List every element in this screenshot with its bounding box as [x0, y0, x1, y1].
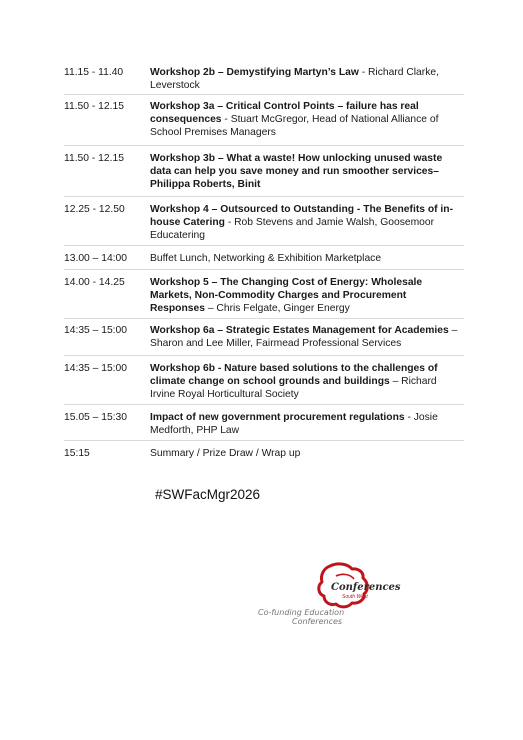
- logo-mark-icon: [252, 560, 401, 626]
- divider: [64, 245, 464, 246]
- schedule-time: 15:15: [64, 448, 90, 459]
- session-speaker: - Stuart McGregor, Head of National Alliance of School Premises Managers: [150, 114, 439, 139]
- schedule-description: [150, 447, 464, 460]
- event-hashtag: #SWFacMgr2026: [155, 487, 261, 502]
- divider: [64, 355, 464, 356]
- session-speaker: - Richard Clarke, Leverstock: [150, 67, 439, 92]
- session-speaker: – Chris Felgate, Ginger Energy: [204, 303, 350, 315]
- schedule-description: [150, 362, 464, 402]
- session-title: Workshop 6b - Nature based solutions to the challenges of climate change on school grounds and buildings: [150, 363, 438, 388]
- session-subtitle: – What a waste! How unlocking unused waste data can help you save money and run smoother services– Philippa Roberts, Binit: [150, 153, 443, 191]
- session-label: Summary / Prize Draw / Wrap up: [150, 448, 301, 459]
- logo-name: Conferences: [331, 582, 401, 593]
- conferences-logo: [252, 560, 401, 626]
- session-label: Buffet Lunch, Networking & Exhibition Marketplace: [150, 253, 382, 264]
- session-title: Workshop 5 – The Changing Cost of Energy: Wholesale Markets, Non-Commodity Charges and Procurement Responses: [150, 277, 423, 315]
- session-title: Workshop 4 – Outsourced to Outstanding - The Benefits of in-house Catering: [150, 204, 454, 229]
- schedule-time: 11.50 - 12.15: [64, 153, 124, 164]
- schedule-time: 15.05 – 15:30: [64, 412, 127, 423]
- divider: [64, 318, 464, 319]
- session-speaker: - Rob Stevens and Jamie Walsh, Goosemoor Educatering: [150, 217, 435, 242]
- divider: [64, 269, 464, 270]
- session-title: Workshop 3b: [150, 153, 216, 164]
- divider: [64, 145, 464, 146]
- schedule-time: 11.15 - 11.40: [64, 67, 124, 78]
- schedule-time: 11.50 - 12.15: [64, 101, 124, 112]
- divider: [64, 440, 464, 441]
- schedule-description: [150, 252, 464, 265]
- schedule-description: [150, 203, 464, 243]
- schedule-description: [150, 100, 464, 140]
- divider: [64, 404, 464, 405]
- session-speaker: – Sharon and Lee Miller, Fairmead Professional Services: [150, 325, 458, 350]
- session-speaker: – Richard Irvine Royal Horticultural Society: [150, 376, 437, 401]
- schedule-time: 13.00 – 14:00: [64, 253, 127, 264]
- schedule-description: [150, 276, 464, 316]
- schedule-time: 12.25 - 12.50: [64, 204, 125, 215]
- session-title: Workshop 3a – Critical Control Points – failure has real consequences: [150, 101, 419, 126]
- session-title: Workshop 2b – Demystifying Martyn’s Law: [150, 67, 359, 78]
- logo-tagline-2: Conferences: [292, 617, 343, 626]
- session-speaker: - Josie Medforth, PHP Law: [150, 412, 438, 437]
- schedule-description: [150, 324, 464, 350]
- schedule-time: 14.00 - 14.25: [64, 277, 125, 288]
- schedule-description: [150, 66, 464, 92]
- session-title: Workshop 6a – Strategic Estates Management for Academies: [150, 325, 449, 336]
- schedule-time: 14:35 – 15:00: [64, 325, 127, 336]
- logo-subtitle: South West: [342, 594, 368, 600]
- session-title: Impact of new government procurement regulations: [150, 412, 405, 423]
- schedule-description: [150, 152, 464, 192]
- divider: [64, 94, 464, 95]
- schedule-time: 14:35 – 15:00: [64, 363, 127, 374]
- logo-tagline-1: Co-funding Education: [258, 608, 345, 617]
- divider: [64, 196, 464, 197]
- schedule-description: [150, 411, 464, 437]
